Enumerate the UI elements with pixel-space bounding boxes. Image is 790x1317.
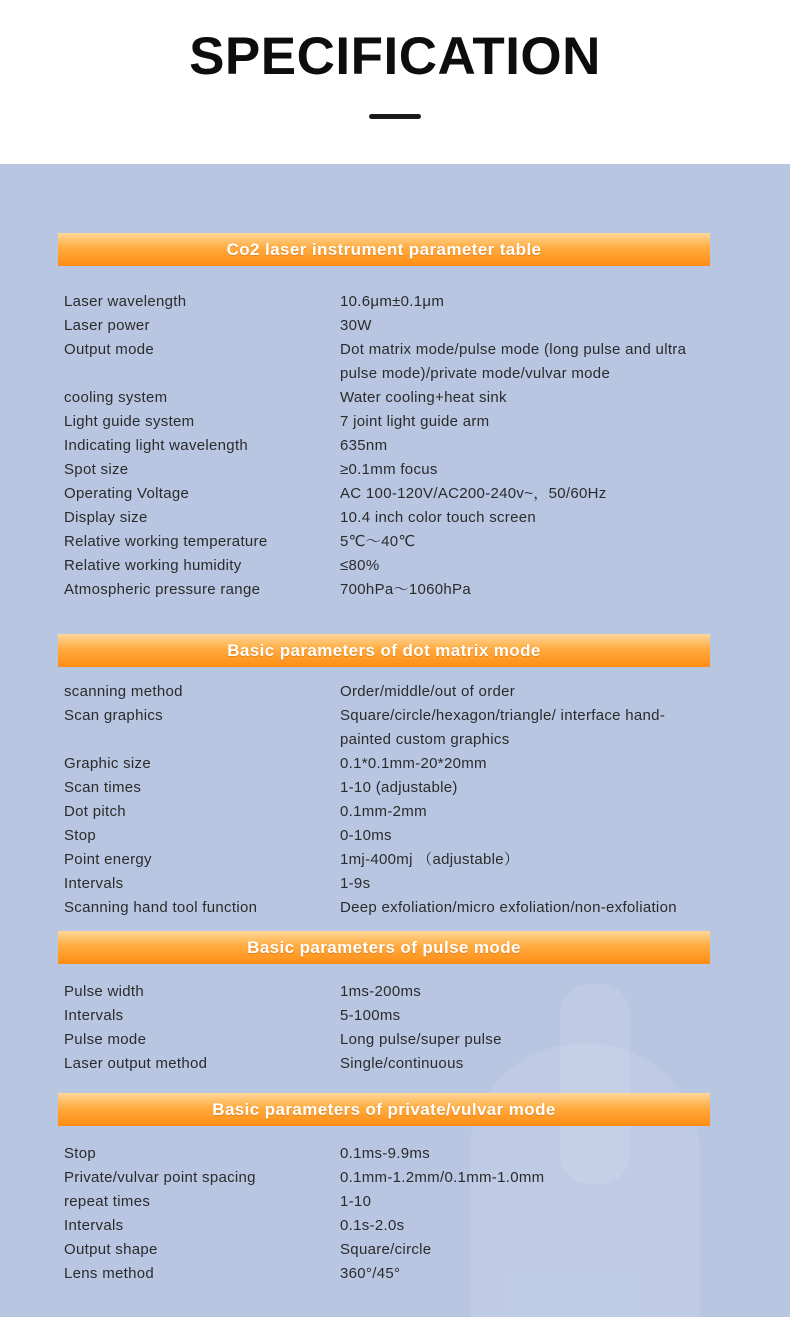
- spec-value: ≤80%: [340, 557, 380, 574]
- spec-label: Private/vulvar point spacing: [64, 1169, 256, 1186]
- spec-row: [64, 1142, 724, 1166]
- spec-value: AC 100-120V/AC200-240v~，50/60Hz: [340, 485, 607, 502]
- spec-value: Single/continuous: [340, 1055, 464, 1072]
- spec-label: scanning method: [64, 683, 183, 700]
- spec-row: [64, 1190, 724, 1214]
- spec-table: [64, 1142, 724, 1286]
- title-underline: [369, 114, 421, 119]
- spec-value: Deep exfoliation/micro exfoliation/non-exfoliation: [340, 899, 677, 916]
- page-title: SPECIFICATION: [189, 27, 601, 86]
- spec-label: Pulse width: [64, 983, 145, 1000]
- spec-row: [64, 530, 724, 554]
- spec-row: [64, 434, 724, 458]
- spec-label: Laser output method: [64, 1055, 208, 1072]
- spec-row: [64, 704, 724, 752]
- spec-label: Intervals: [64, 1007, 124, 1024]
- spec-value: 10.4 inch color touch screen: [340, 509, 537, 526]
- spec-value: Long pulse/super pulse: [340, 1031, 502, 1048]
- spec-row: [64, 338, 724, 386]
- spec-label: Spot size: [64, 461, 129, 478]
- spec-row: [64, 1004, 724, 1028]
- spec-value: 0.1*0.1mm-20*20mm: [340, 755, 487, 772]
- spec-label: Dot pitch: [64, 803, 126, 820]
- spec-label: Scan times: [64, 779, 142, 796]
- spec-label: Scanning hand tool function: [64, 899, 258, 916]
- section-header: Basic parameters of dot matrix mode: [58, 634, 710, 667]
- spec-label: Display size: [64, 509, 148, 526]
- spec-row: [64, 578, 724, 602]
- spec-row: [64, 680, 724, 704]
- spec-value: 700hPa～1060hPa: [340, 581, 471, 598]
- spec-row: [64, 1214, 724, 1238]
- spec-label: Stop: [64, 1145, 97, 1162]
- spec-value: 5℃～40℃: [340, 533, 416, 550]
- spec-table: [64, 980, 724, 1076]
- spec-value: Water cooling+heat sink: [340, 389, 507, 406]
- spec-value: 1ms-200ms: [340, 983, 422, 1000]
- spec-row: [64, 776, 724, 800]
- spec-label: Laser power: [64, 317, 150, 334]
- spec-row: [64, 1238, 724, 1262]
- spec-label: Atmospheric pressure range: [64, 581, 261, 598]
- spec-label: repeat times: [64, 1193, 151, 1210]
- spec-value: 0.1mm-1.2mm/0.1mm-1.0mm: [340, 1169, 545, 1186]
- spec-table: [64, 680, 724, 920]
- spec-row: [64, 410, 724, 434]
- spec-label: cooling system: [64, 389, 168, 406]
- section-header: Basic parameters of pulse mode: [58, 931, 710, 964]
- spec-row: [64, 896, 724, 920]
- spec-value: 1-10 (adjustable): [340, 779, 458, 796]
- spec-value: Square/circle: [340, 1241, 432, 1258]
- spec-value: Order/middle/out of order: [340, 683, 516, 700]
- spec-label: Pulse mode: [64, 1031, 147, 1048]
- spec-value: 10.6μm±0.1μm: [340, 293, 445, 310]
- spec-value: 5-100ms: [340, 1007, 401, 1024]
- spec-label: Point energy: [64, 851, 152, 868]
- spec-label: Scan graphics: [64, 707, 163, 724]
- title-area: [0, 0, 790, 164]
- spec-row: [64, 980, 724, 1004]
- spec-row: [64, 1052, 724, 1076]
- spec-value: 0.1mm-2mm: [340, 803, 427, 820]
- spec-value: Dot matrix mode/pulse mode (long pulse and ultra pulse mode)/private mode/vulvar mode: [340, 341, 687, 382]
- spec-label: Light guide system: [64, 413, 195, 430]
- section-header: Co2 laser instrument parameter table: [58, 233, 710, 266]
- spec-value: 0-10ms: [340, 827, 392, 844]
- spec-row: [64, 824, 724, 848]
- spec-value: 30W: [340, 317, 372, 334]
- spec-label: Output mode: [64, 341, 155, 358]
- spec-label: Intervals: [64, 875, 124, 892]
- spec-row: [64, 800, 724, 824]
- spec-row: [64, 848, 724, 872]
- spec-value: 635nm: [340, 437, 388, 454]
- spec-value: 1-9s: [340, 875, 371, 892]
- spec-row: [64, 554, 724, 578]
- spec-label: Intervals: [64, 1217, 124, 1234]
- spec-row: [64, 386, 724, 410]
- spec-value: ≥0.1mm focus: [340, 461, 438, 478]
- spec-value: 360°/45°: [340, 1265, 401, 1282]
- spec-row: [64, 752, 724, 776]
- spec-label: Graphic size: [64, 755, 151, 772]
- spec-label: Operating Voltage: [64, 485, 190, 502]
- spec-row: [64, 458, 724, 482]
- spec-label: Lens method: [64, 1265, 155, 1282]
- spec-row: [64, 482, 724, 506]
- spec-value: 7 joint light guide arm: [340, 413, 490, 430]
- section-header: Basic parameters of private/vulvar mode: [58, 1093, 710, 1126]
- spec-value: 1mj-400mj （adjustable）: [340, 851, 520, 868]
- spec-row: [64, 1028, 724, 1052]
- spec-label: Laser wavelength: [64, 293, 187, 310]
- spec-row: [64, 314, 724, 338]
- spec-value: 0.1ms-9.9ms: [340, 1145, 430, 1162]
- spec-value: Square/circle/hexagon/triangle/ interface hand-painted custom graphics: [340, 707, 666, 748]
- spec-row: [64, 1166, 724, 1190]
- spec-label: Relative working temperature: [64, 533, 268, 550]
- spec-row: [64, 290, 724, 314]
- spec-value: 1-10: [340, 1193, 372, 1210]
- spec-label: Output shape: [64, 1241, 158, 1258]
- spec-label: Relative working humidity: [64, 557, 242, 574]
- spec-row: [64, 506, 724, 530]
- spec-row: [64, 1262, 724, 1286]
- spec-value: 0.1s-2.0s: [340, 1217, 405, 1234]
- spec-table: [64, 290, 724, 602]
- spec-label: Indicating light wavelength: [64, 437, 249, 454]
- spec-row: [64, 872, 724, 896]
- spec-label: Stop: [64, 827, 97, 844]
